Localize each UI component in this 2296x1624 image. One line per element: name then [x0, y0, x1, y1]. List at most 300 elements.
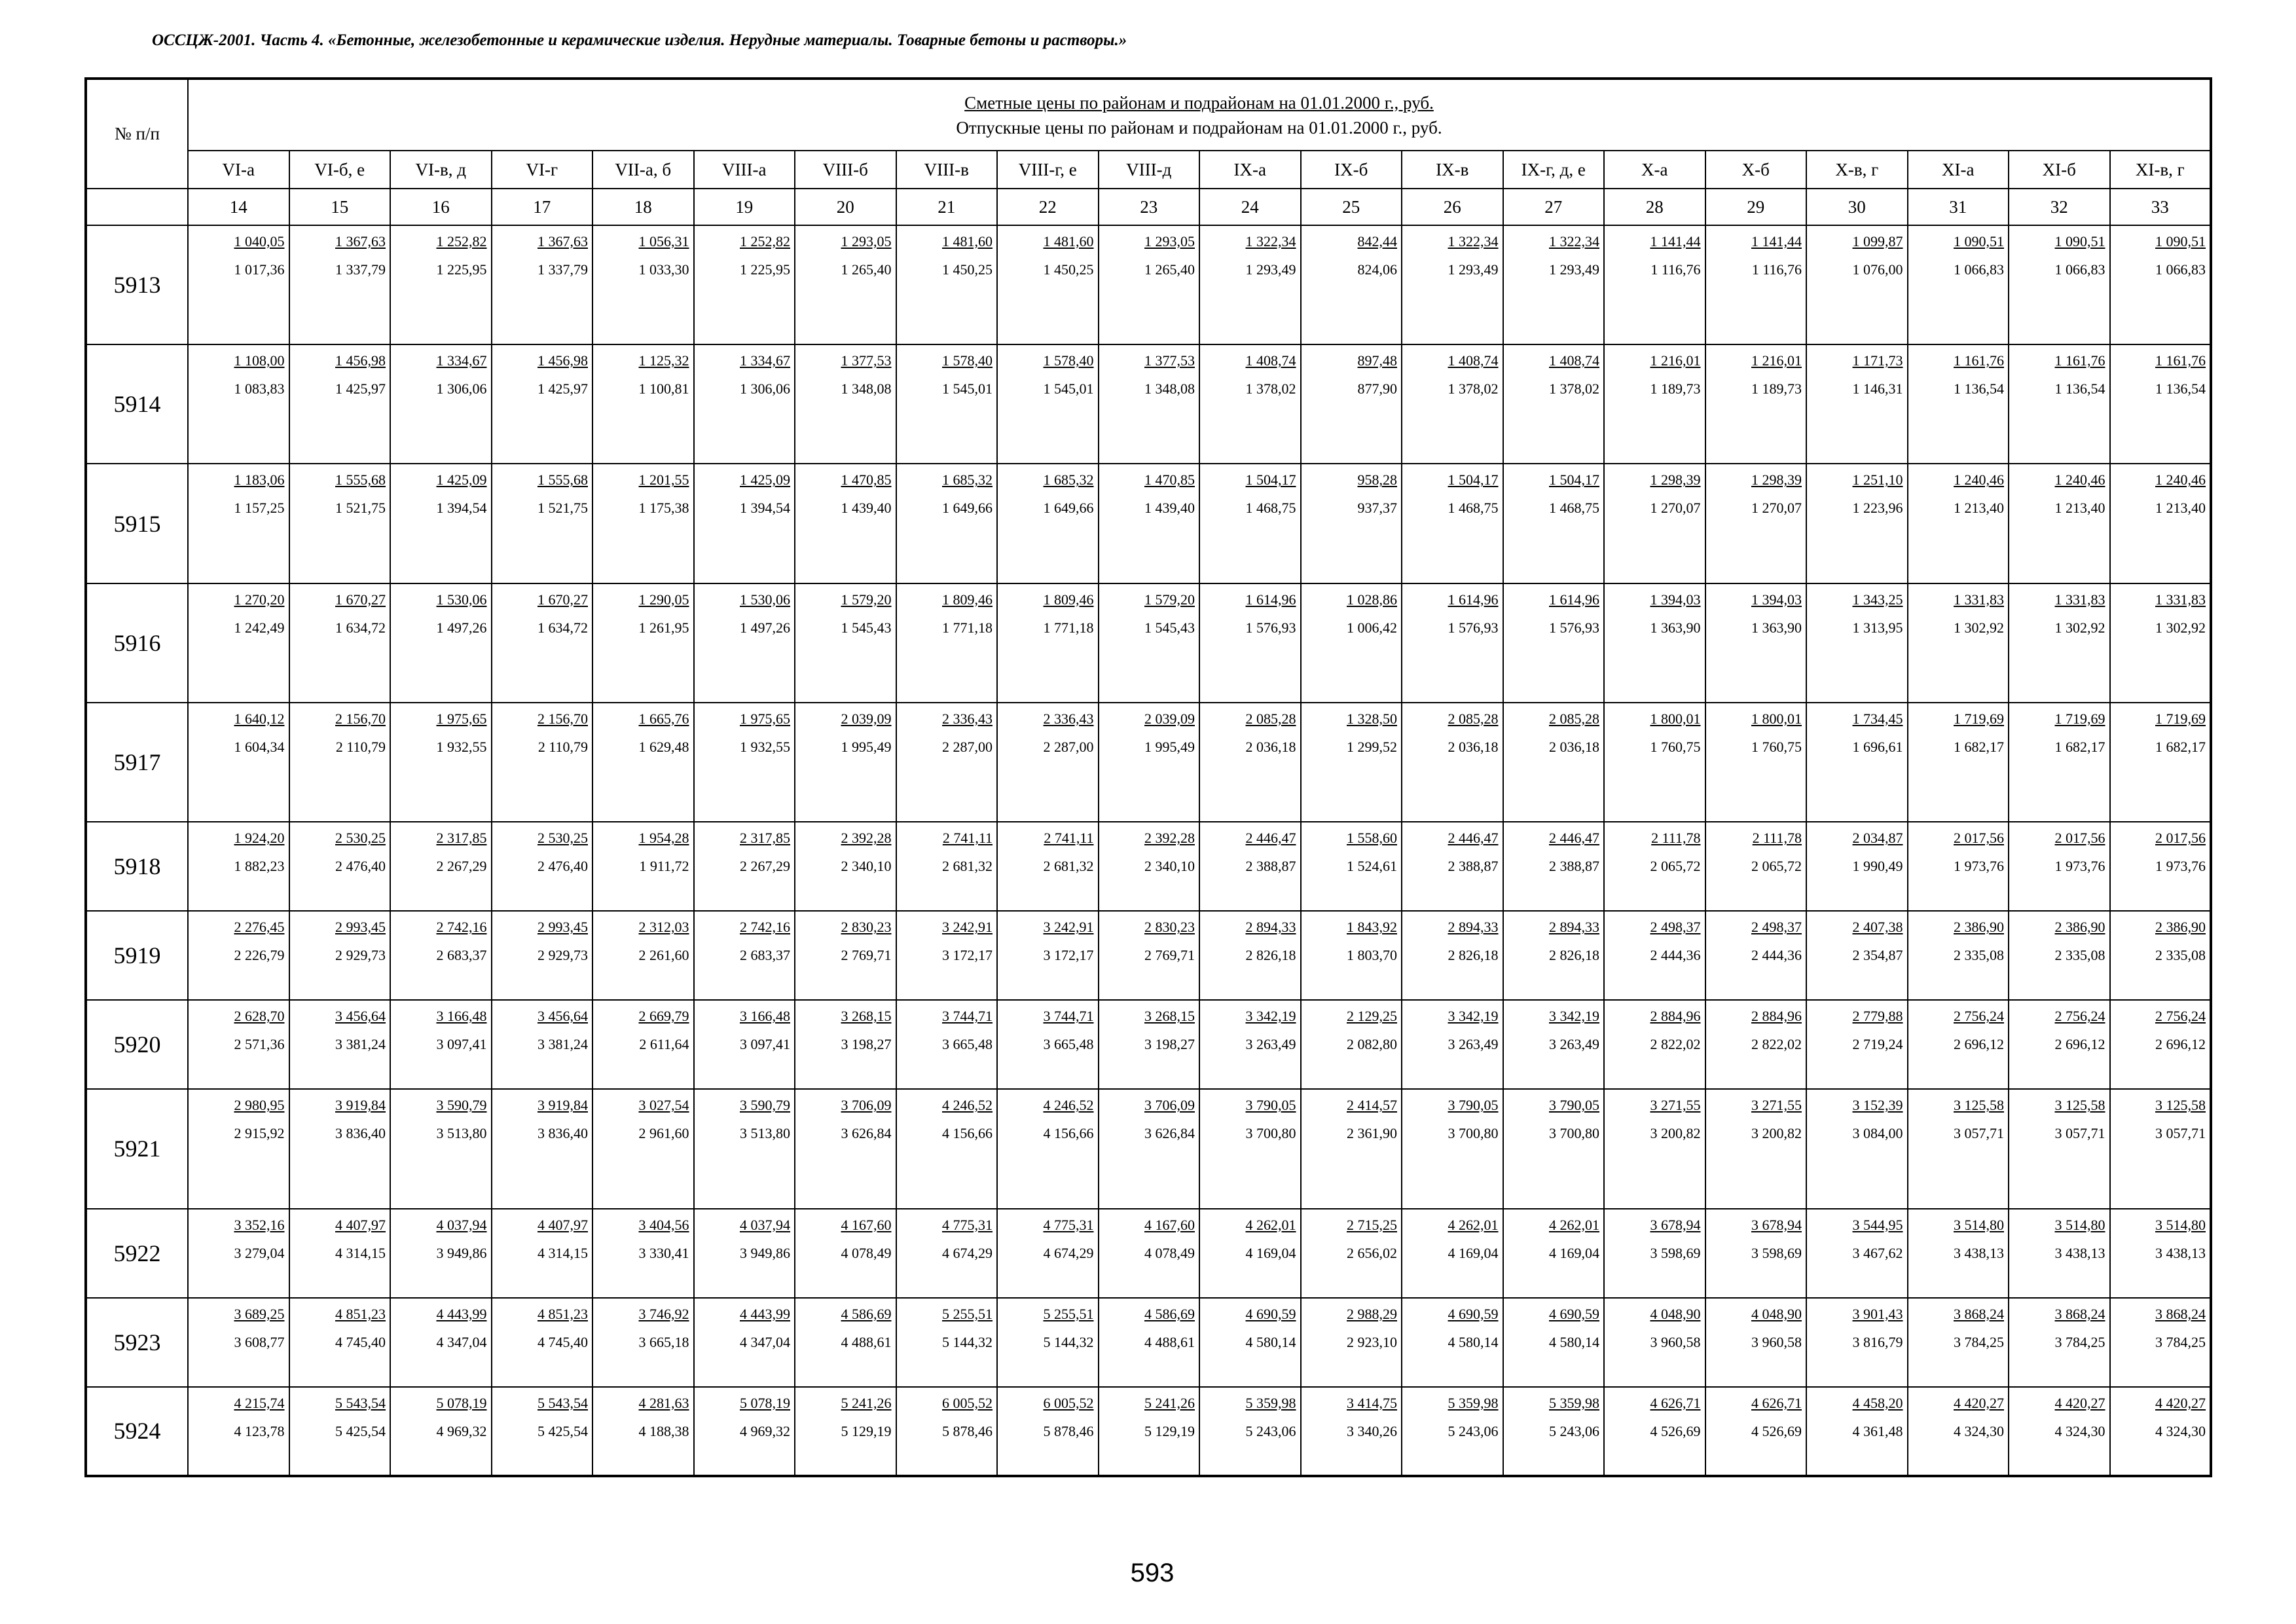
- estimate-price: 4 420,27: [1954, 1394, 2004, 1411]
- price-cell: [1604, 911, 1705, 1000]
- release-price: 1 439,40: [841, 500, 892, 517]
- estimate-price: 2 498,37: [1751, 919, 1802, 936]
- price-cell: [289, 1209, 391, 1298]
- column-number-row: [86, 189, 2211, 225]
- price-cell: [1301, 1000, 1402, 1089]
- row-number: 5919: [86, 911, 188, 1000]
- region-header: IX-а: [1199, 151, 1301, 189]
- estimate-price: 1 171,73: [1852, 352, 1903, 369]
- release-price: 1 313,95: [1852, 619, 1903, 636]
- release-price: 4 488,61: [841, 1333, 892, 1350]
- release-price: 4 078,49: [1144, 1244, 1195, 1261]
- price-cell: [1705, 1000, 1807, 1089]
- estimate-price: 1 555,68: [335, 471, 386, 489]
- release-price: 4 314,15: [538, 1244, 588, 1261]
- release-price: 2 335,08: [1954, 947, 2004, 964]
- release-price: 1 760,75: [1751, 738, 1802, 755]
- price-cell: [1604, 1000, 1705, 1089]
- estimate-price: 3 268,15: [1144, 1008, 1195, 1025]
- estimate-price: 5 359,98: [1245, 1394, 1296, 1411]
- price-cell: [1199, 911, 1301, 1000]
- estimate-price: 1 322,34: [1448, 233, 1499, 249]
- release-price: 1 116,76: [1751, 261, 1802, 278]
- release-price: 3 816,79: [1852, 1333, 1903, 1350]
- release-price: 1 066,83: [1954, 261, 2004, 278]
- row-number: 5914: [86, 344, 188, 464]
- release-price: 3 057,71: [1954, 1125, 2004, 1142]
- estimate-price: 1 161,76: [1954, 352, 2004, 369]
- estimate-price: 4 690,59: [1549, 1305, 1599, 1322]
- price-cell: [1705, 1209, 1807, 1298]
- price-cell: [390, 225, 492, 344]
- price-cell: [188, 822, 289, 911]
- price-cell: [592, 225, 694, 344]
- release-price: 3 279,04: [234, 1244, 285, 1261]
- estimate-price: 897,48: [1357, 352, 1397, 369]
- release-price: 3 626,84: [1144, 1125, 1195, 1142]
- region-header: X-в, г: [1806, 151, 1908, 189]
- release-price: 1 223,96: [1852, 500, 1903, 517]
- price-cell: [1099, 464, 1200, 583]
- release-price: 3 784,25: [2054, 1333, 2105, 1350]
- release-price: 2 444,36: [1751, 947, 1802, 964]
- estimate-price: 1 809,46: [942, 591, 993, 608]
- row-number: 5922: [86, 1209, 188, 1298]
- price-cell: [1604, 583, 1705, 703]
- release-price: 5 878,46: [942, 1422, 993, 1439]
- price-cell: [1301, 344, 1402, 464]
- estimate-price: 1 685,32: [1043, 471, 1094, 489]
- release-price: 1 682,17: [1954, 738, 2004, 755]
- estimate-price: 2 894,33: [1448, 919, 1499, 936]
- price-cell: [188, 1209, 289, 1298]
- release-price: 2 696,12: [2155, 1036, 2206, 1053]
- price-cell: [1705, 344, 1807, 464]
- estimate-price: 2 034,87: [1852, 830, 1903, 847]
- price-cell: [1908, 344, 2009, 464]
- column-number: 23: [1099, 189, 1200, 225]
- estimate-price: 2 756,24: [1954, 1008, 2004, 1025]
- estimate-price: 4 420,27: [2054, 1394, 2105, 1411]
- estimate-price: 1 270,20: [234, 591, 285, 608]
- release-price: 3 381,24: [538, 1036, 588, 1053]
- price-cell: [694, 464, 795, 583]
- release-price: 1 576,93: [1245, 619, 1296, 636]
- estimate-price: 2 742,16: [436, 919, 487, 936]
- price-cell: [1908, 1298, 2009, 1387]
- release-price: 1 363,90: [1751, 619, 1802, 636]
- estimate-price: 1 578,40: [1043, 352, 1094, 369]
- estimate-price: 4 851,23: [538, 1305, 588, 1322]
- price-cell: [795, 1298, 896, 1387]
- estimate-price: 3 744,71: [942, 1008, 993, 1025]
- release-price: 3 172,17: [1043, 947, 1094, 964]
- estimate-price: 1 290,05: [638, 591, 689, 608]
- estimate-price: 4 037,94: [436, 1216, 487, 1233]
- price-cell: [2009, 1298, 2110, 1387]
- release-price: 1 468,75: [1549, 500, 1599, 517]
- release-price: 3 097,41: [740, 1036, 790, 1053]
- table-row: [86, 822, 2211, 911]
- release-price: 2 826,18: [1245, 947, 1296, 964]
- release-price: 1 468,75: [1448, 500, 1499, 517]
- estimate-price: 1 331,83: [2155, 591, 2206, 608]
- price-cell: [1402, 464, 1503, 583]
- price-cell: [795, 344, 896, 464]
- estimate-price: 2 830,23: [1144, 919, 1195, 936]
- price-cell: [694, 1387, 795, 1476]
- estimate-price: 2 530,25: [538, 830, 588, 847]
- price-cell: [997, 1209, 1099, 1298]
- estimate-price: 3 514,80: [1954, 1216, 2004, 1233]
- estimate-price: 1 161,76: [2054, 352, 2105, 369]
- column-number: 17: [492, 189, 593, 225]
- price-cell: [2110, 464, 2212, 583]
- release-price: 1 378,02: [1549, 380, 1599, 397]
- price-cell: [1099, 344, 1200, 464]
- estimate-price: 1 331,83: [2054, 591, 2105, 608]
- estimate-price: 3 590,79: [436, 1097, 487, 1114]
- estimate-price: 4 443,99: [436, 1305, 487, 1322]
- table-row: [86, 911, 2211, 1000]
- price-cell: [795, 1209, 896, 1298]
- estimate-price: 3 166,48: [740, 1008, 790, 1025]
- price-cell: [997, 583, 1099, 703]
- estimate-price: 3 678,94: [1751, 1216, 1802, 1233]
- estimate-price: 3 868,24: [2054, 1305, 2105, 1322]
- price-cell: [2110, 703, 2212, 822]
- price-cell: [492, 1387, 593, 1476]
- estimate-price: 1 504,17: [1448, 471, 1499, 489]
- estimate-price: 5 078,19: [740, 1394, 790, 1411]
- estimate-price: 3 125,58: [1954, 1097, 2004, 1114]
- release-price: 3 700,80: [1448, 1125, 1499, 1142]
- release-price: 1 450,25: [1043, 261, 1094, 278]
- estimate-price: 4 246,52: [942, 1097, 993, 1114]
- release-price: 2 826,18: [1549, 947, 1599, 964]
- price-cell: [2009, 1209, 2110, 1298]
- estimate-price: 2 498,37: [1650, 919, 1701, 936]
- release-price: 5 144,32: [1043, 1333, 1094, 1350]
- price-cell: [592, 1000, 694, 1089]
- estimate-price: 1 924,20: [234, 830, 285, 847]
- estimate-price: 2 446,47: [1448, 830, 1499, 847]
- estimate-price: 4 246,52: [1043, 1097, 1094, 1114]
- estimate-price: 1 331,83: [1954, 591, 2004, 608]
- estimate-price: 2 392,28: [1144, 830, 1195, 847]
- table-row: [86, 464, 2211, 583]
- estimate-price: 4 626,71: [1751, 1394, 1802, 1411]
- region-header: IX-г, д, е: [1503, 151, 1605, 189]
- release-price: 3 513,80: [436, 1125, 487, 1142]
- estimate-price: 3 919,84: [335, 1097, 386, 1114]
- price-cell: [694, 225, 795, 344]
- estimate-price: 1 394,03: [1751, 591, 1802, 608]
- release-price: 2 388,87: [1448, 858, 1499, 875]
- estimate-price: 4 167,60: [1144, 1216, 1195, 1233]
- estimate-price: 5 241,26: [841, 1394, 892, 1411]
- estimate-price: 1 719,69: [2155, 710, 2206, 727]
- price-cell: [1705, 1387, 1807, 1476]
- price-cell: [795, 1089, 896, 1208]
- price-cell: [795, 822, 896, 911]
- release-price: 1 337,79: [335, 261, 386, 278]
- price-cell: [795, 1387, 896, 1476]
- price-cell: [1908, 225, 2009, 344]
- price-cell: [1301, 822, 1402, 911]
- release-price: 2 683,37: [740, 947, 790, 964]
- estimate-price: 2 884,96: [1751, 1008, 1802, 1025]
- estimate-price: 1 334,67: [740, 352, 790, 369]
- estimate-price: 3 868,24: [1954, 1305, 2004, 1322]
- release-price: 1 932,55: [436, 738, 487, 755]
- release-price: 1 017,36: [234, 261, 285, 278]
- column-number: 15: [289, 189, 391, 225]
- price-cell: [1199, 344, 1301, 464]
- price-cell: [694, 1089, 795, 1208]
- table-body: [86, 225, 2211, 1476]
- estimate-price: 2 336,43: [942, 710, 993, 727]
- estimate-price: 1 125,32: [638, 352, 689, 369]
- price-table: [84, 77, 2212, 1477]
- estimate-price: 2 446,47: [1549, 830, 1599, 847]
- estimate-price: 1 665,76: [638, 710, 689, 727]
- price-cell: [1503, 1209, 1605, 1298]
- price-cell: [694, 1209, 795, 1298]
- release-price: 3 836,40: [538, 1125, 588, 1142]
- price-cell: [592, 1387, 694, 1476]
- price-cell: [390, 1387, 492, 1476]
- price-cell: [188, 1089, 289, 1208]
- estimate-price: 1 298,39: [1650, 471, 1701, 489]
- estimate-price: 3 919,84: [538, 1097, 588, 1114]
- estimate-price: 4 215,74: [234, 1394, 285, 1411]
- price-cell: [390, 822, 492, 911]
- price-cell: [1908, 703, 2009, 822]
- estimate-price: 2 039,09: [841, 710, 892, 727]
- release-price: 1 649,66: [942, 500, 993, 517]
- estimate-price: 958,28: [1357, 471, 1397, 489]
- price-cell: [2009, 1089, 2110, 1208]
- price-cell: [694, 822, 795, 911]
- price-cell: [1908, 1209, 2009, 1298]
- estimate-price: 4 048,90: [1650, 1305, 1701, 1322]
- estimate-price: 2 756,24: [2155, 1008, 2206, 1025]
- release-price: 1 545,43: [841, 619, 892, 636]
- estimate-price: 4 775,31: [1043, 1216, 1094, 1233]
- estimate-price: 3 242,91: [1043, 919, 1094, 936]
- estimate-price: 4 262,01: [1549, 1216, 1599, 1233]
- price-cell: [289, 464, 391, 583]
- release-price: 5 243,06: [1245, 1422, 1296, 1439]
- estimate-price: 1 408,74: [1549, 352, 1599, 369]
- release-price: 1 771,18: [1043, 619, 1094, 636]
- release-price: 2 287,00: [1043, 738, 1094, 755]
- estimate-price: 4 690,59: [1245, 1305, 1296, 1322]
- release-price: 2 261,60: [638, 947, 689, 964]
- price-cell: [188, 344, 289, 464]
- release-price: 1 270,07: [1650, 500, 1701, 517]
- estimate-price: 3 514,80: [2054, 1216, 2105, 1233]
- estimate-price: 2 741,11: [942, 830, 993, 847]
- estimate-price: 2 988,29: [1347, 1305, 1397, 1322]
- price-cell: [1099, 703, 1200, 822]
- price-cell: [289, 344, 391, 464]
- release-price: 3 057,71: [2155, 1125, 2206, 1142]
- price-cell: [1199, 822, 1301, 911]
- price-cell: [1199, 225, 1301, 344]
- estimate-price: 1 328,50: [1347, 710, 1397, 727]
- estimate-price: 2 017,56: [1954, 830, 2004, 847]
- release-price: 4 169,04: [1448, 1244, 1499, 1261]
- estimate-price: 3 590,79: [740, 1097, 790, 1114]
- price-cell: [2009, 583, 2110, 703]
- estimate-price: 5 359,98: [1448, 1394, 1499, 1411]
- release-price: 3 700,80: [1549, 1125, 1599, 1142]
- estimate-price: 1 975,65: [740, 710, 790, 727]
- release-price: 1 157,25: [234, 500, 285, 517]
- price-cell: [188, 464, 289, 583]
- price-cell: [390, 1209, 492, 1298]
- price-cell: [1099, 1000, 1200, 1089]
- release-price: 1 995,49: [1144, 738, 1195, 755]
- price-cell: [289, 1000, 391, 1089]
- release-price: 1 146,31: [1852, 380, 1903, 397]
- release-price: 1 521,75: [335, 500, 386, 517]
- estimate-price: 2 085,28: [1549, 710, 1599, 727]
- estimate-price: 5 543,54: [335, 1394, 386, 1411]
- price-cell: [1806, 1298, 1908, 1387]
- price-cell: [694, 344, 795, 464]
- price-cell: [2110, 583, 2212, 703]
- estimate-price: 1 240,46: [2054, 471, 2105, 489]
- price-cell: [1099, 1387, 1200, 1476]
- price-cell: [896, 1209, 998, 1298]
- estimate-price: 1 216,01: [1650, 352, 1701, 369]
- price-cell: [1503, 225, 1605, 344]
- release-price: 1 302,92: [2155, 619, 2206, 636]
- price-cell: [1908, 1089, 2009, 1208]
- release-price: 1 545,43: [1144, 619, 1195, 636]
- price-cell: [997, 464, 1099, 583]
- price-cell: [390, 1298, 492, 1387]
- release-price: 2 340,10: [841, 858, 892, 875]
- price-cell: [1503, 1000, 1605, 1089]
- region-header: XI-а: [1908, 151, 2009, 189]
- estimate-price: 1 670,27: [538, 591, 588, 608]
- region-header: VI-в, д: [390, 151, 492, 189]
- page-number: 593: [1130, 1559, 1175, 1587]
- release-price: 1 649,66: [1043, 500, 1094, 517]
- estimate-price: 1 504,17: [1245, 471, 1296, 489]
- price-cell: [390, 464, 492, 583]
- release-price: 3 467,62: [1852, 1244, 1903, 1261]
- estimate-price: 3 790,05: [1448, 1097, 1499, 1114]
- release-price: 3 784,25: [2155, 1333, 2206, 1350]
- release-price: 3 949,86: [740, 1244, 790, 1261]
- price-cell: [1301, 911, 1402, 1000]
- title-row: [86, 79, 2211, 151]
- release-price: 2 769,71: [841, 947, 892, 964]
- estimate-price: 2 317,85: [436, 830, 487, 847]
- price-cell: [1199, 1089, 1301, 1208]
- release-price: 4 526,69: [1650, 1422, 1701, 1439]
- release-price: 5 425,54: [538, 1422, 588, 1439]
- estimate-price: 1 614,96: [1245, 591, 1296, 608]
- price-cell: [1301, 703, 1402, 822]
- estimate-price: 1 056,31: [638, 233, 689, 249]
- release-price: 2 335,08: [2054, 947, 2105, 964]
- column-number: 29: [1705, 189, 1807, 225]
- region-header: X-б: [1705, 151, 1807, 189]
- release-title: Отпускные цены по районам и подрайонам на 01.01.2000 г., руб.: [956, 117, 1442, 138]
- release-price: 2 696,12: [1954, 1036, 2004, 1053]
- no-header: № п/п: [86, 79, 188, 189]
- price-cell: [492, 225, 593, 344]
- estimate-price: 4 775,31: [942, 1216, 993, 1233]
- estimate-price: 3 125,58: [2054, 1097, 2105, 1114]
- estimate-price: 1 090,51: [2054, 233, 2105, 249]
- price-cell: [492, 583, 593, 703]
- release-price: 2 444,36: [1650, 947, 1701, 964]
- estimate-price: 842,44: [1357, 233, 1397, 249]
- release-price: 1 545,01: [942, 380, 993, 397]
- price-cell: [2110, 1387, 2212, 1476]
- price-cell: [2009, 703, 2110, 822]
- release-price: 1 497,26: [436, 619, 487, 636]
- price-cell: [997, 1298, 1099, 1387]
- release-price: 4 314,15: [335, 1244, 386, 1261]
- estimate-price: 1 456,98: [335, 352, 386, 369]
- price-cell: [1604, 225, 1705, 344]
- release-price: 2 611,64: [639, 1036, 689, 1053]
- release-price: 3 172,17: [942, 947, 993, 964]
- release-price: 1 760,75: [1650, 738, 1701, 755]
- price-cell: [1402, 1000, 1503, 1089]
- release-price: 3 784,25: [1954, 1333, 2004, 1350]
- table-row: [86, 1298, 2211, 1387]
- estimate-price: 3 744,71: [1043, 1008, 1094, 1025]
- price-cell: [1301, 464, 1402, 583]
- price-cell: [1301, 1089, 1402, 1208]
- price-cell: [795, 1000, 896, 1089]
- release-price: 3 598,69: [1751, 1244, 1802, 1261]
- estimate-price: 2 715,25: [1347, 1216, 1397, 1233]
- estimate-price: 1 141,44: [1650, 233, 1701, 249]
- price-cell: [896, 225, 998, 344]
- release-price: 3 438,13: [1954, 1244, 2004, 1261]
- price-cell: [1908, 1000, 2009, 1089]
- release-price: 1 394,54: [740, 500, 790, 517]
- release-price: 1 337,79: [538, 261, 588, 278]
- price-cell: [2110, 822, 2212, 911]
- price-cell: [492, 464, 593, 583]
- region-header: VI-г: [492, 151, 593, 189]
- column-number: 16: [390, 189, 492, 225]
- price-cell: [1099, 822, 1200, 911]
- release-price: 1 524,61: [1347, 858, 1397, 875]
- column-number: 27: [1503, 189, 1605, 225]
- column-number: 14: [188, 189, 289, 225]
- estimate-price: 1 367,63: [538, 233, 588, 249]
- release-price: 1 771,18: [942, 619, 993, 636]
- price-cell: [1705, 583, 1807, 703]
- price-cell: [1908, 911, 2009, 1000]
- release-price: 2 683,37: [436, 947, 487, 964]
- estimate-price: 2 386,90: [1954, 919, 2004, 936]
- release-price: 4 488,61: [1144, 1333, 1195, 1350]
- release-price: 2 571,36: [234, 1036, 285, 1053]
